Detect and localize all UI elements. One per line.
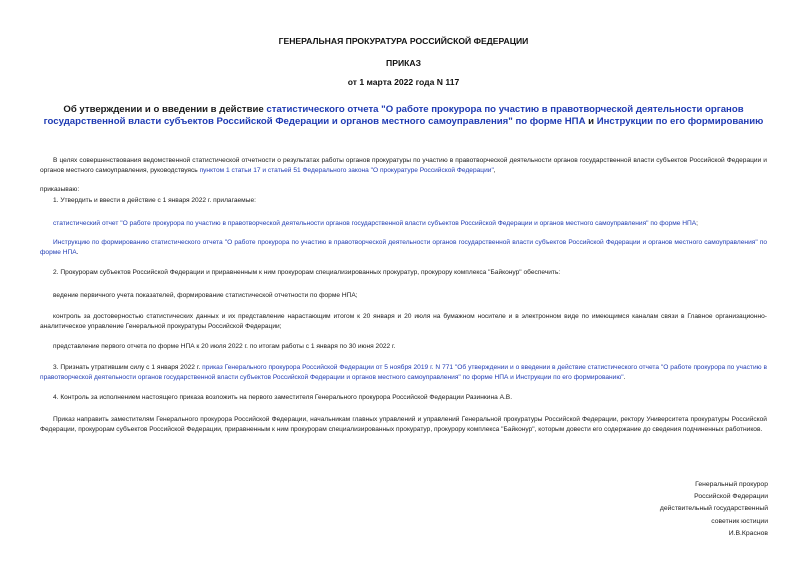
instruction-link[interactable]: Инструкцию по формированию статистического отчета "О работе прокурора по участию в правотворческой деятельности органов государственной власти субъектов Российской Федерации и органов местного самоуправления" по форме НПА (40, 239, 767, 256)
signature-line-2: Российской Федерации (694, 493, 768, 501)
signature-block (548, 479, 768, 540)
preamble-paragraph (40, 156, 767, 175)
date-number: от 1 марта 2022 года N 117 (347, 77, 460, 87)
document-type: ПРИКАЗ (386, 58, 421, 68)
preamble-text: В целях совершенствования ведомственной статистической отчетности о результатах работы органов прокуратуры по участию в правотворческой деятельности органов государственной власти субъектов Российской Федерации и органов местного самоуправления, руководствуясь (40, 157, 767, 174)
repealed-order-link[interactable]: приказ Генерального прокурора Российской Федерации от 5 ноября 2019 г. N 771 "Об утверждении и о введении в действие статистического отчета "О работе прокурора по участию в правотворческой деятельности органов государственной власти субъектов Российской Федерации и органов местного самоуправления" по форме НПА и Инструкции по его формированию" (40, 364, 767, 381)
paragraph-2a: ведение первичного учета показателей, формирование статистической отчетности по форме НПА; (53, 292, 358, 299)
report-form-link[interactable]: статистический отчет "О работе прокурора по участию в правотворческой деятельности органов государственной власти субъектов Российской Федерации и органов местного самоуправления" по форме НПА (53, 220, 697, 227)
title-link-report[interactable]: статистического отчета "О работе прокурора по участию в правотворческой деятельности органов государственной власти субъектов Российской Федерации и органов местного самоуправления" по форме НПА (43, 104, 744, 127)
orders-word: приказываю: (40, 186, 80, 193)
preamble-tail: , (493, 166, 496, 174)
paragraph-4: 4. Контроль за исполнением настоящего приказа возложить на первого заместителя Генерального прокурора Российской Федерации Разинкина А.В. (53, 394, 513, 401)
paragraph-2c: представление первого отчета по форме НПА к 20 июля 2022 г. по итогам работы с 1 января по 30 июня 2022 г. (53, 343, 396, 350)
signature-line-4: советник юстиции (711, 517, 768, 525)
paragraph-3 (40, 363, 767, 382)
signature-line-3: действительный государственный (659, 505, 768, 513)
document-title (30, 104, 777, 128)
paragraph-2b: контроль за достоверностью статистических данных и их представление нарастающим итогом к 20 января и 20 июля на бумажном носителе и в электронном виде по имеющимся каналам связи в Главное организационно-аналитическое управление Генеральной прокуратуры Российской Федерации; (40, 313, 767, 330)
preamble-law-link[interactable]: пунктом 1 статьи 17 и статьей 51 Федерального закона "О прокуратуре Российской Федерации" (199, 166, 494, 174)
title-text: Об утверждении и о введении в действие (63, 104, 267, 115)
title-link-instruction[interactable]: Инструкции по его формированию (596, 116, 764, 127)
paragraph-1a-tail: ; (696, 220, 698, 227)
paragraph-2: 2. Прокурорам субъектов Российской Федерации и приравненным к ним прокурорам специализированных прокуратур, прокурору комплекса "Байконур" обеспечить: (53, 269, 561, 276)
signature-line-1: Генеральный прокурор (695, 481, 768, 488)
distribution-paragraph: Приказ направить заместителям Генерального прокурора Российской Федерации, начальникам главных управлений и управлений Генеральной прокуратуры Российской Федерации, ректору Университета прокуратуры Российской Федерации, прокурорам субъектов Российской Федерации, приравненным к ним прокурорам специализированных прокуратур, прокурору комплекса "Байконур", которым довести его содержание до сведения подчиненных работников. (40, 416, 767, 433)
paragraph-1b (40, 238, 767, 257)
paragraph-3-text: 3. Признать утратившим силу с 1 января 2022 г. (53, 364, 203, 371)
agency-heading: ГЕНЕРАЛЬНАЯ ПРОКУРАТУРА РОССИЙСКОЙ ФЕДЕРАЦИИ (278, 36, 529, 46)
paragraph-1: 1. Утвердить и ввести в действие с 1 января 2022 г. прилагаемые: (53, 197, 256, 204)
paragraph-1b-tail: . (76, 248, 79, 256)
paragraph-1a (40, 219, 767, 229)
signature-name: И.В.Краснов (728, 529, 768, 537)
paragraph-3-tail: . (623, 373, 626, 381)
title-text-and: и (585, 116, 597, 127)
